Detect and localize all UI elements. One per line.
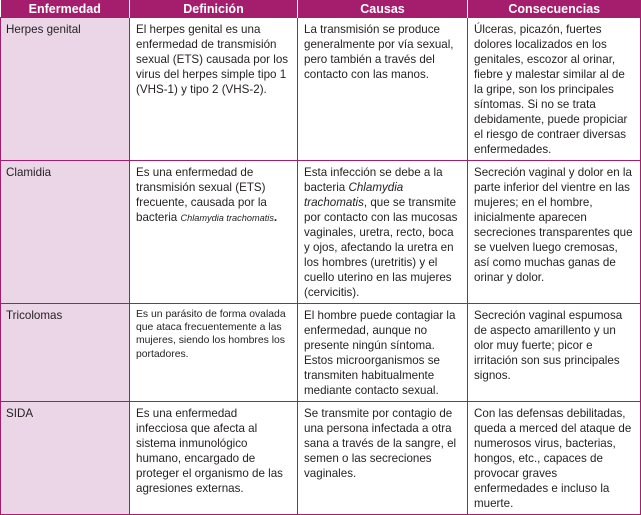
disease-name: Clamidia xyxy=(1,161,130,304)
causes-text-rest: , que se transmite por contacto con las mucosas vaginales, uretra, recto, boca y ojos, afectando la uretra en los hombres (uretritis) y el cuello uterino en las mujeres (cervicitis). xyxy=(304,196,458,299)
header-consecuencias: Consecuencias xyxy=(468,0,641,18)
causes-cell: Se transmite por contagio de una persona infectada a otra sana a través de la sangre, el semen o las secreciones vaginales. xyxy=(298,402,468,515)
causes-cell: El hombre puede contagiar la enfermedad, aunque no presente ningún síntoma. Estos microorganismos se transmiten habitualmente mediante contacto sexual. xyxy=(298,304,468,402)
disease-name: SIDA xyxy=(1,402,130,515)
table-row xyxy=(1,18,641,161)
header-causas: Causas xyxy=(298,0,468,18)
definition-end: . xyxy=(273,211,278,224)
header-definicion: Definición xyxy=(130,0,298,18)
consequences-cell: Secreción vaginal espumosa de aspecto amarillento y un olor muy fuerte; picor e irritación son sus principales signos. xyxy=(468,304,641,402)
scientific-name: Chlamydia trachomatis xyxy=(304,181,404,209)
header-enfermedad: Enfermedad xyxy=(1,0,130,18)
definition-cell: El herpes genital es una enfermedad de transmisión sexual (ETS) causada por los virus del herpes simple tipo 1 (VHS-1) y tipo 2 (VHS-2). xyxy=(130,18,298,161)
consequences-cell: Úlceras, picazón, fuertes dolores localizados en los genitales, escozor al orinar, fiebre y malestar similar al de la gripe, son los principales síntomas. Si no se trata debidamente, puede propiciar el riesgo de contraer diversas enfermedades. xyxy=(468,18,641,161)
table-row xyxy=(1,304,641,402)
causes-cell: La transmisión se produce generalmente por vía sexual, pero también a través del contacto con las manos. xyxy=(298,18,468,161)
definition-cell: Es una enfermedad infecciosa que afecta al sistema inmunológico humano, encargado de proteger el organismo de las agresiones externas. xyxy=(130,402,298,515)
definition-cell: Es un parásito de forma ovalada que ataca frecuentemente a las mujeres, siendo los hombres los portadores. xyxy=(130,304,298,402)
table-row xyxy=(1,161,641,304)
scientific-name: Chlamydia trachomatis xyxy=(180,213,274,223)
consequences-cell: Con las defensas debilitadas, queda a merced del ataque de numerosos virus, bacterias, hongos, etc., capaces de provocar graves enfermedades e incluso la muerte. xyxy=(468,402,641,515)
disease-name: Tricolomas xyxy=(1,304,130,402)
consequences-cell: Secreción vaginal y dolor en la parte inferior del vientre en las mujeres; en el hombre, inicialmente aparecen secreciones transparentes que se vuelven luego cremosas, así como muchas ganas de orinar y dolor. xyxy=(468,161,641,304)
definition-text: Es una enfermedad de transmisión sexual (ETS) frecuente, causada por la bacteria xyxy=(136,166,267,224)
causes-cell xyxy=(298,161,468,304)
causes-text: Esta infección se debe a la bacteria xyxy=(304,166,443,194)
table-row xyxy=(1,402,641,515)
table-header-row xyxy=(1,0,641,18)
disease-name: Herpes genital xyxy=(1,18,130,161)
definition-cell xyxy=(130,161,298,304)
